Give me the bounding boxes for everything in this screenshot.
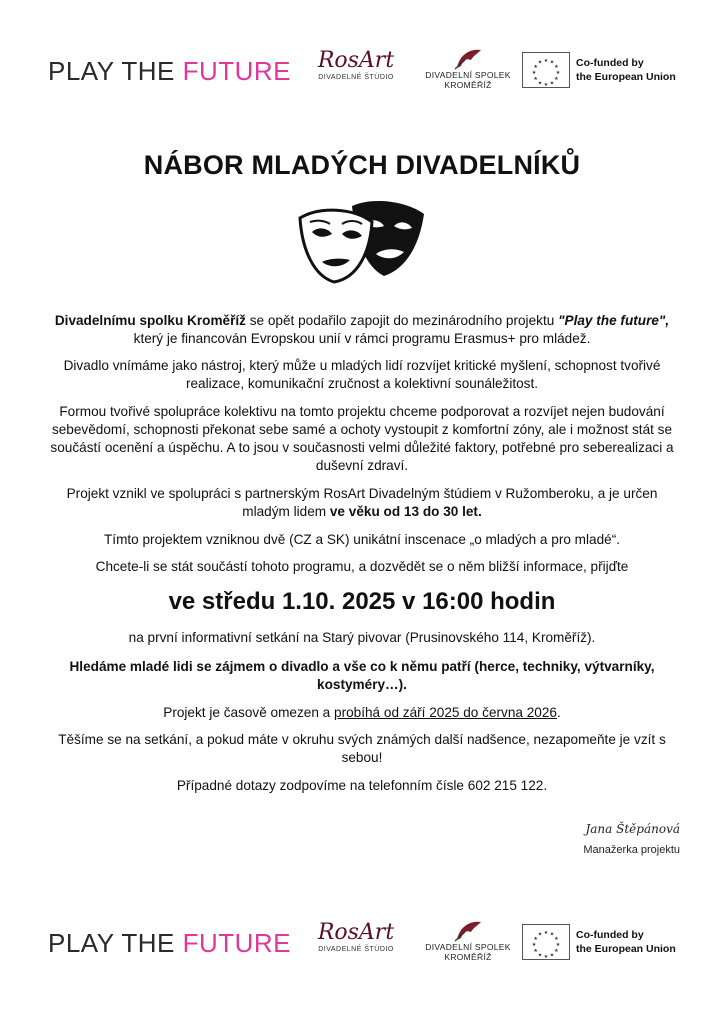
paragraph-partnership: Projekt vznikl ve spolupráci s partnerským RosArt Divadelným štúdiem v Ružomberoku, a je určen mladým lidem ve věku od 13 do 30 let.	[66, 486, 658, 519]
header-logos	[44, 46, 680, 94]
svg-text:★: ★	[533, 76, 538, 82]
signature-role: Manažerka projektu	[583, 844, 680, 856]
svg-text:★: ★	[537, 59, 543, 66]
svg-text:★: ★	[533, 936, 538, 942]
play-the-future-logo: PLAY THE FUTURE	[48, 56, 292, 86]
paragraph-looking-for: Hledáme mladé lidi se zájmem o divadlo a vše co k němu patří (herce, techniky, výtvarníky, kostyméry…).	[69, 659, 655, 692]
svg-text:★: ★	[537, 80, 543, 87]
divadelni-spolek-logo: DIVADELNÍ SPOLEK KROMĚŘÍŽ	[416, 46, 520, 90]
paragraph-cooperation: Formou tvořivé spolupráce kolektivu na tomto projektu chceme podporovat a rozvíjet nejen budování sebevědomí, schopnosti překonat sebe samé a ochoty vystoupit z komfortní zóny, ale i možnost stát se součástí ocenění a úspěchu. A to jsou v současnosti velmi důležité faktory, potřebné pro seberealizaci a duševní zdraví.	[50, 404, 674, 473]
footer-logos	[44, 918, 680, 966]
svg-text:★: ★	[549, 931, 555, 938]
paragraph-duration: Projekt je časově omezen a probíhá od září 2025 do června 2026.	[163, 705, 561, 720]
paragraph-theatre-tool: Divadlo vnímáme jako nástroj, který může u mladých lidí rozvíjet kritické myšlení, schopnost tvořivé realizace, komunikační zručnost a kolektivní sounáležitost.	[63, 358, 661, 391]
svg-text:★: ★	[555, 70, 561, 76]
eu-flag-icon	[522, 924, 570, 960]
svg-text:★: ★	[549, 952, 555, 959]
svg-text:★: ★	[543, 58, 549, 64]
svg-text:★: ★	[537, 931, 543, 938]
svg-text:★: ★	[543, 954, 549, 959]
paragraph-productions: Tímto projektem vzniknou dvě (CZ a SK) unikátní inscenace „o mladých a pro mladé“.	[103, 532, 621, 547]
rosart-logo: RosArt DIVADELNÉ ŠTÚDIO	[317, 920, 395, 953]
rosart-logo: RosArt DIVADELNÉ ŠTÚDIO	[317, 48, 395, 81]
eu-cofunded-logo: ★ ★ ★ ★ ★ ★ ★ ★ ★ ★ ★ ★ Co-funded by the European Union	[522, 52, 680, 88]
intro-paragraph: Divadelnímu spolku Kroměříž se opět podařilo zapojit do mezinárodního projektu "Play the future", který je financován Evropskou unií v rámci programu Erasmus+ pro mládež.	[54, 313, 670, 346]
eu-flag-icon	[522, 52, 570, 88]
paragraph-looking-forward: Těšíme se na setkání, a pokud máte v okruhu svých známých další nadšence, nezapomeňte je vzít s sebou!	[58, 732, 666, 765]
feather-emblem-icon	[451, 918, 485, 942]
paragraph-contact: Případné dotazy zodpovíme na telefonním čísle 602 215 122.	[176, 778, 548, 793]
svg-text:★: ★	[554, 76, 559, 82]
svg-text:★: ★	[543, 930, 549, 936]
page-title: NÁBOR MLADÝCH DIVADELNÍKŮ	[143, 150, 581, 180]
svg-text:★: ★	[549, 80, 555, 87]
divadelni-spolek-logo: DIVADELNÍ SPOLEK KROMĚŘÍŽ	[416, 918, 520, 962]
svg-text:★: ★	[531, 70, 537, 76]
svg-text:★: ★	[549, 59, 555, 66]
svg-text:★: ★	[533, 64, 538, 70]
svg-text:★: ★	[533, 948, 538, 954]
play-the-future-logo: PLAY THE FUTURE	[48, 928, 292, 958]
svg-text:★: ★	[537, 952, 543, 959]
paragraph-venue: na první informativní setkání na Starý pivovar (Prusinovského 114, Kroměříž).	[128, 630, 596, 645]
svg-text:★: ★	[555, 942, 561, 948]
paragraph-invitation: Chcete-li se stát součástí tohoto programu, a dozvědět se o něm bližší informace, přijďte	[95, 559, 629, 574]
svg-text:★: ★	[554, 936, 559, 942]
signature-block	[583, 822, 680, 856]
svg-text:★: ★	[554, 948, 559, 954]
eu-cofunded-logo: ★ ★ ★ ★ ★ ★ ★ ★ ★ ★ ★ ★ Co-funded by the European Union	[522, 924, 680, 960]
svg-text:★: ★	[554, 64, 559, 70]
signature-name: Jana Štěpánová	[585, 822, 680, 836]
meeting-date: ve středu 1.10. 2025 v 16:00 hodin	[168, 588, 556, 615]
svg-text:★: ★	[543, 82, 549, 87]
svg-text:★: ★	[531, 942, 537, 948]
theatre-masks-icon	[296, 198, 432, 289]
feather-emblem-icon	[451, 46, 485, 70]
